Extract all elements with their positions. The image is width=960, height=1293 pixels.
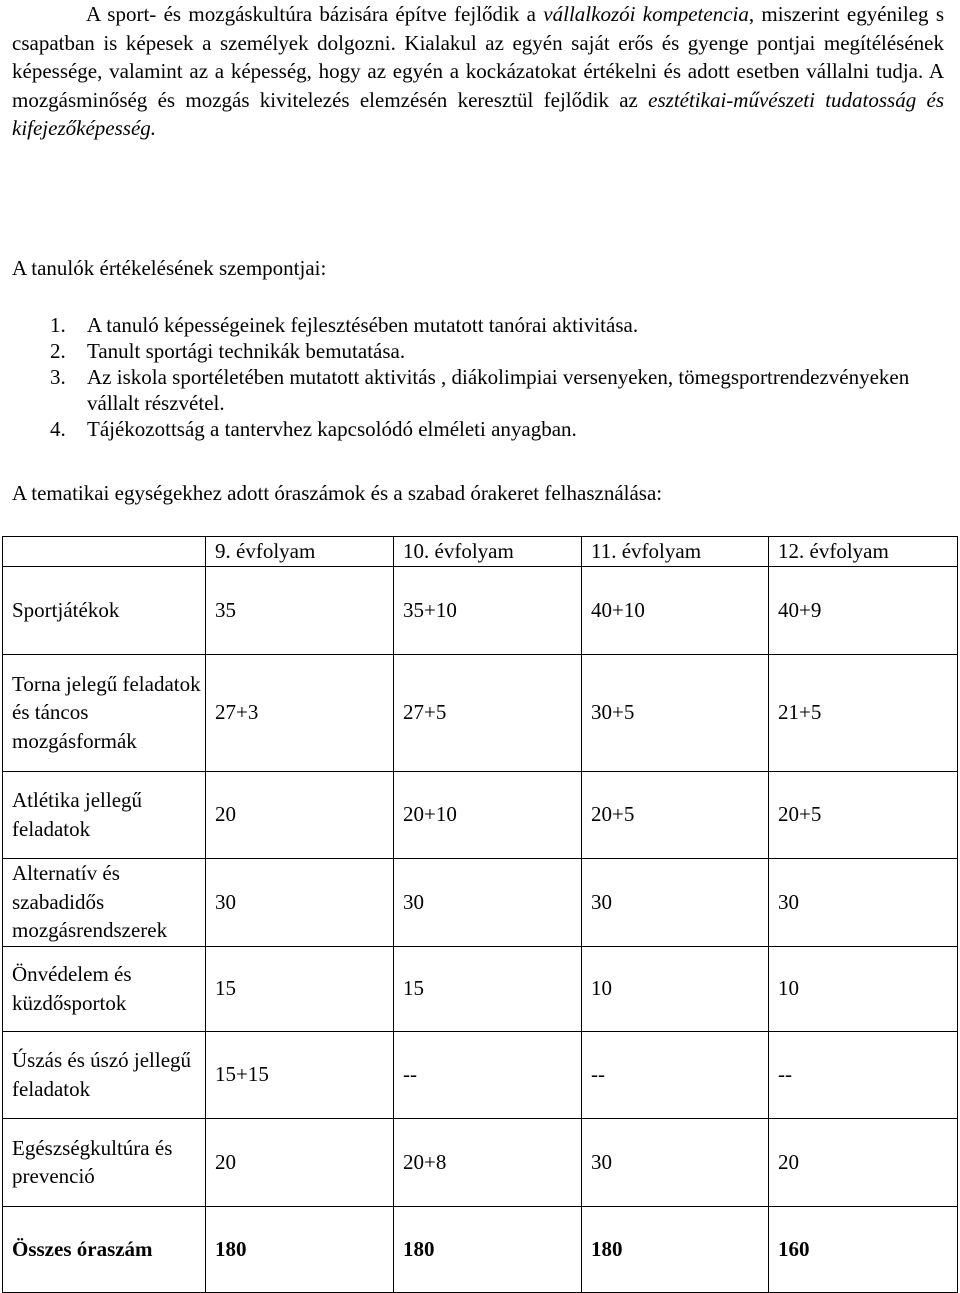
row-value: 20+5 bbox=[769, 771, 958, 858]
criteria-item bbox=[12, 312, 942, 338]
row-label: Atlétika jellegű feladatok bbox=[3, 771, 206, 858]
row-value: 10 bbox=[769, 946, 958, 1031]
row-value: 30+5 bbox=[582, 654, 769, 771]
row-value: 30 bbox=[582, 858, 769, 946]
row-label: Úszás és úszó jellegű feladatok bbox=[3, 1031, 206, 1118]
row-value: 10 bbox=[582, 946, 769, 1031]
intro-emphasis-aesthetic: esztétikai-művészeti tudatosság és kifejezőképesség. bbox=[12, 87, 944, 140]
criteria-item bbox=[12, 364, 942, 416]
header-cell-grade-9: 9. évfolyam bbox=[206, 537, 394, 567]
row-label: Alternatív és szabadidős mozgásrendszerek bbox=[3, 858, 206, 946]
criteria-number: 1. bbox=[50, 313, 66, 337]
row-value: 20+10 bbox=[394, 771, 582, 858]
total-label: Összes óraszám bbox=[3, 1206, 206, 1292]
hours-table bbox=[2, 536, 958, 1293]
criteria-text: Az iskola sportéletében mutatott aktivitás , diákolimpiai versenyeken, tömegsportrendezvényeken vállalt részvétel. bbox=[87, 365, 910, 415]
row-value: 27+5 bbox=[394, 654, 582, 771]
row-label: Egészségkultúra és prevenció bbox=[3, 1118, 206, 1206]
total-value: 180 bbox=[394, 1206, 582, 1292]
row-value: 21+5 bbox=[769, 654, 958, 771]
table-total-row bbox=[3, 1206, 958, 1292]
intro-text bbox=[12, 0, 944, 143]
row-value: 20 bbox=[206, 1118, 394, 1206]
header-cell-grade-12: 12. évfolyam bbox=[769, 537, 958, 567]
row-label: Önvédelem és küzdősportok bbox=[3, 946, 206, 1031]
intro-text-part-1: A sport- és mozgáskultúra bázisára építve fejlődik a bbox=[86, 2, 544, 26]
row-value: 15 bbox=[206, 946, 394, 1031]
row-value: -- bbox=[769, 1031, 958, 1118]
criteria-number: 3. bbox=[50, 365, 66, 389]
row-value: 15 bbox=[394, 946, 582, 1031]
table-row bbox=[3, 858, 958, 946]
header-cell-grade-10: 10. évfolyam bbox=[394, 537, 582, 567]
row-value: 15+15 bbox=[206, 1031, 394, 1118]
criteria-number: 4. bbox=[50, 417, 66, 441]
criteria-text: Tanult sportági technikák bemutatása. bbox=[87, 339, 406, 363]
header-cell-grade-11: 11. évfolyam bbox=[582, 537, 769, 567]
row-value: 40+9 bbox=[769, 566, 958, 654]
total-value: 180 bbox=[582, 1206, 769, 1292]
table-header-row bbox=[3, 537, 958, 567]
criteria-text: A tanuló képességeinek fejlesztésében mutatott tanórai aktivitása. bbox=[87, 313, 639, 337]
intro-paragraph bbox=[12, 0, 944, 143]
criteria-item bbox=[12, 416, 942, 442]
criteria-list bbox=[12, 312, 942, 442]
table-row bbox=[3, 1118, 958, 1206]
row-value: 30 bbox=[206, 858, 394, 946]
row-value: 30 bbox=[582, 1118, 769, 1206]
row-value: 35+10 bbox=[394, 566, 582, 654]
intro-emphasis-entrepreneurial: vállalkozói kompetencia bbox=[543, 2, 749, 26]
row-value: 20 bbox=[206, 771, 394, 858]
table-row bbox=[3, 946, 958, 1031]
table-row bbox=[3, 771, 958, 858]
row-value: 20+8 bbox=[394, 1118, 582, 1206]
row-value: -- bbox=[582, 1031, 769, 1118]
header-cell-empty bbox=[3, 537, 206, 567]
intro-text-part-2: , miszerint egyénileg s csapatban is képesek a személyek dolgozni. Kialakul az egyén saját erős és gyenge pontjai megítélésének képessége, valamint az a képesség, hogy az egyén a kockázatokat értékelni és adott esetben vállalni tudja. A mozgásminőség és mozgás kivitelezés elemzésén keresztül fejlődik az bbox=[12, 2, 944, 112]
row-value: 20 bbox=[769, 1118, 958, 1206]
criteria-text: Tájékozottság a tantervhez kapcsolódó elméleti anyagban. bbox=[87, 417, 577, 441]
row-value: 35 bbox=[206, 566, 394, 654]
table-row bbox=[3, 566, 958, 654]
row-value: 30 bbox=[394, 858, 582, 946]
table-row bbox=[3, 654, 958, 771]
criteria-item bbox=[12, 338, 942, 364]
criteria-number: 2. bbox=[50, 339, 66, 363]
row-value: 40+10 bbox=[582, 566, 769, 654]
table-row bbox=[3, 1031, 958, 1118]
total-value: 180 bbox=[206, 1206, 394, 1292]
row-value: 27+3 bbox=[206, 654, 394, 771]
row-value: 30 bbox=[769, 858, 958, 946]
row-label: Torna jelegű feladatok és táncos mozgásformák bbox=[3, 654, 206, 771]
row-value: -- bbox=[394, 1031, 582, 1118]
row-value: 20+5 bbox=[582, 771, 769, 858]
criteria-heading: A tanulók értékelésének szempontjai: bbox=[12, 256, 327, 280]
table-heading: A tematikai egységekhez adott óraszámok és a szabad órakeret felhasználása: bbox=[12, 481, 663, 505]
total-value: 160 bbox=[769, 1206, 958, 1292]
row-label: Sportjátékok bbox=[3, 566, 206, 654]
